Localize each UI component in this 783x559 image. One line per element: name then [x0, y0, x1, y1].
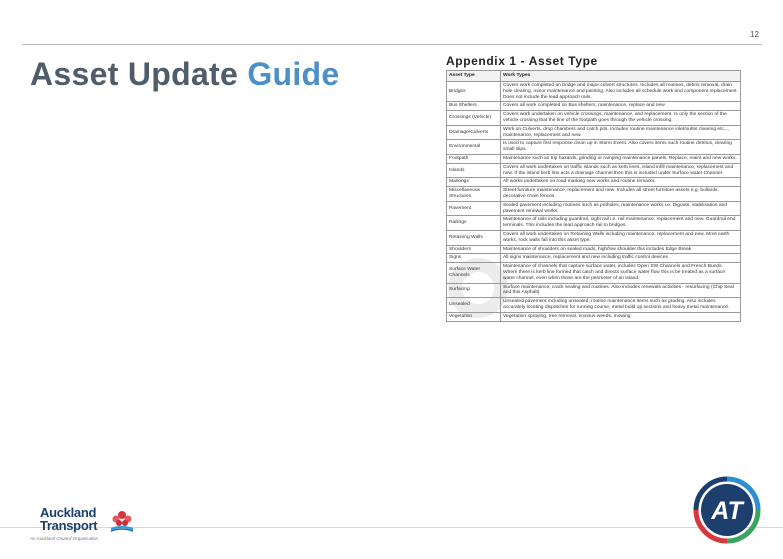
at-logo-icon: [693, 476, 761, 544]
work-types-cell: Sealed pavement including routines such as potholes, maintenance works i.e. Digouts, stabilisation and pavement renewal works.: [501, 201, 741, 216]
asset-type-cell: Retaining Walls: [447, 230, 501, 245]
work-types-cell: Surface maintenance, crack sealing and routines. Also includes renewals activities - resurfacing (Chip Seal and thin Asphalt): [501, 283, 741, 298]
table-row: [447, 163, 741, 178]
title-part-2: Guide: [247, 56, 340, 92]
table-row: [447, 201, 741, 216]
auckland-transport-logo: [28, 505, 138, 545]
work-types-cell: Maintenance of channels that capture surface water, includes Open SW Channels and French Bunds. Where there is kerb line formed that catch and directs surface water flow this is be treated as a surface water channel, even when these are the perimeter of an island.: [501, 263, 741, 283]
top-divider: [22, 44, 762, 45]
asset-type-cell: Markings: [447, 178, 501, 187]
asset-type-cell: Surfacing: [447, 283, 501, 298]
table-row: [447, 298, 741, 313]
work-types-cell: Covers all work undertaken on traffic islands such as kerb lines, island infill maintenance, replacement and new. If the island kerb line acts a drainage channel then this is included under Surface water Channel.: [501, 163, 741, 178]
table-row: [447, 125, 741, 140]
table-row: [447, 140, 741, 155]
table-row: [447, 154, 741, 163]
asset-type-cell: Shoulders: [447, 245, 501, 254]
asset-type-cell: Vegetation: [447, 312, 501, 321]
table-row: [447, 312, 741, 321]
at-logo-letters: AT: [711, 497, 743, 525]
logo-line-2: Transport: [40, 518, 98, 533]
work-types-cell: Covers work completed on bridge and major culvert structures. Includes all routines, debris removal, drain hole clearing, minor maintenance and painting. Also includes all schedule work and component replacement. Does not include the lead approach rails.: [501, 82, 741, 102]
asset-type-cell: Islands: [447, 163, 501, 178]
work-types-cell: All signs maintenance, replacement and new including traffic control devices: [501, 254, 741, 263]
table-row: [447, 187, 741, 202]
work-types-cell: Maintenance such as trip hazards, grinding or ramping maintenance panels. Replace, maint and new works.: [501, 154, 741, 163]
work-types-cell: Maintenance of rails including guardrail, sight rail i.e. rail maintenance, replacement and new. Guardrail end terminals. This includes the lead approach rail to bridges.: [501, 216, 741, 231]
logo-tagline: An Auckland Council Organisation: [30, 536, 99, 541]
work-types-cell: Covers work undertaken on vehicle crossings, maintenance, and replacement. Is only the section of the vehicle crossing that the line of the footpath goes through the vehicle crossing.: [501, 111, 741, 126]
table-row: [447, 111, 741, 126]
work-types-cell: Unsealed pavement including unsealed, routine maintenance items such as grading. Also includes accurately locating dispatches for running course, metal build up sections and heavy metal maintenance.: [501, 298, 741, 313]
asset-type-cell: Crossings (Vehicle): [447, 111, 501, 126]
work-types-cell: Covers all work undertaken on Retaining Walls including maintenance, replacement and new. Most earth works, rock walls fall into this asset type.: [501, 230, 741, 245]
table-row: [447, 230, 741, 245]
asset-type-table: [446, 70, 741, 322]
table-row: [447, 283, 741, 298]
logo-line-1: Auckland: [40, 505, 97, 520]
work-types-cell: All works undertaken on road marking new works and routine remarks.: [501, 178, 741, 187]
table-row: [447, 245, 741, 254]
table-row: [447, 102, 741, 111]
column-header-asset-type: Asset Type: [447, 71, 501, 82]
work-types-cell: Vegetation spraying, tree removal, noxious weeds, mowing: [501, 312, 741, 321]
work-types-cell: Work on Culverts, drop chambers and catch pits. Includes routine maintenance inlet/outlet clearing etc..., maintenance, replacement and new.: [501, 125, 741, 140]
asset-type-cell: Signs: [447, 254, 501, 263]
asset-type-cell: Drainage/Culverts: [447, 125, 501, 140]
table-row: [447, 254, 741, 263]
asset-type-cell: Railings: [447, 216, 501, 231]
table-row: [447, 263, 741, 283]
page-title: [30, 56, 339, 93]
asset-type-cell: Miscellaneous Structures: [447, 187, 501, 202]
column-header-work-types: Work Types: [501, 71, 741, 82]
table-row: [447, 178, 741, 187]
asset-type-cell: Unsealed: [447, 298, 501, 313]
appendix-heading: Appendix 1 - Asset Type: [446, 54, 598, 68]
work-types-cell: Maintenance of shoulders on sealed roads, high/low shoulder this includes Edge Break: [501, 245, 741, 254]
pohutukawa-emblem-icon: [109, 508, 135, 532]
work-types-cell: Is used to capture first response clean up in Storm Event. Also covers items such routine detritus, clearing small slips.: [501, 140, 741, 155]
table-body: [447, 82, 741, 322]
at-roundel-logo: [693, 476, 761, 544]
asset-type-cell: Bus Shelters: [447, 102, 501, 111]
page-number: 12: [750, 30, 759, 39]
asset-type-cell: Footpath: [447, 154, 501, 163]
asset-type-cell: Bridges: [447, 82, 501, 102]
asset-type-cell: Environmental: [447, 140, 501, 155]
work-types-cell: Street furniture maintenance, replacement and new. Includes all street furniture assets e.g. bollards, decorative chain fences.: [501, 187, 741, 202]
asset-type-cell: Surface Water Channels: [447, 263, 501, 283]
appendix-document: [432, 48, 754, 458]
asset-type-cell: Pavement: [447, 201, 501, 216]
table-header-row: [447, 71, 741, 82]
table-row: [447, 216, 741, 231]
table-row: [447, 82, 741, 102]
title-part-1: Asset Update: [30, 56, 239, 92]
work-types-cell: Covers all work completed on Bus shelters, maintenance, replace and new: [501, 102, 741, 111]
